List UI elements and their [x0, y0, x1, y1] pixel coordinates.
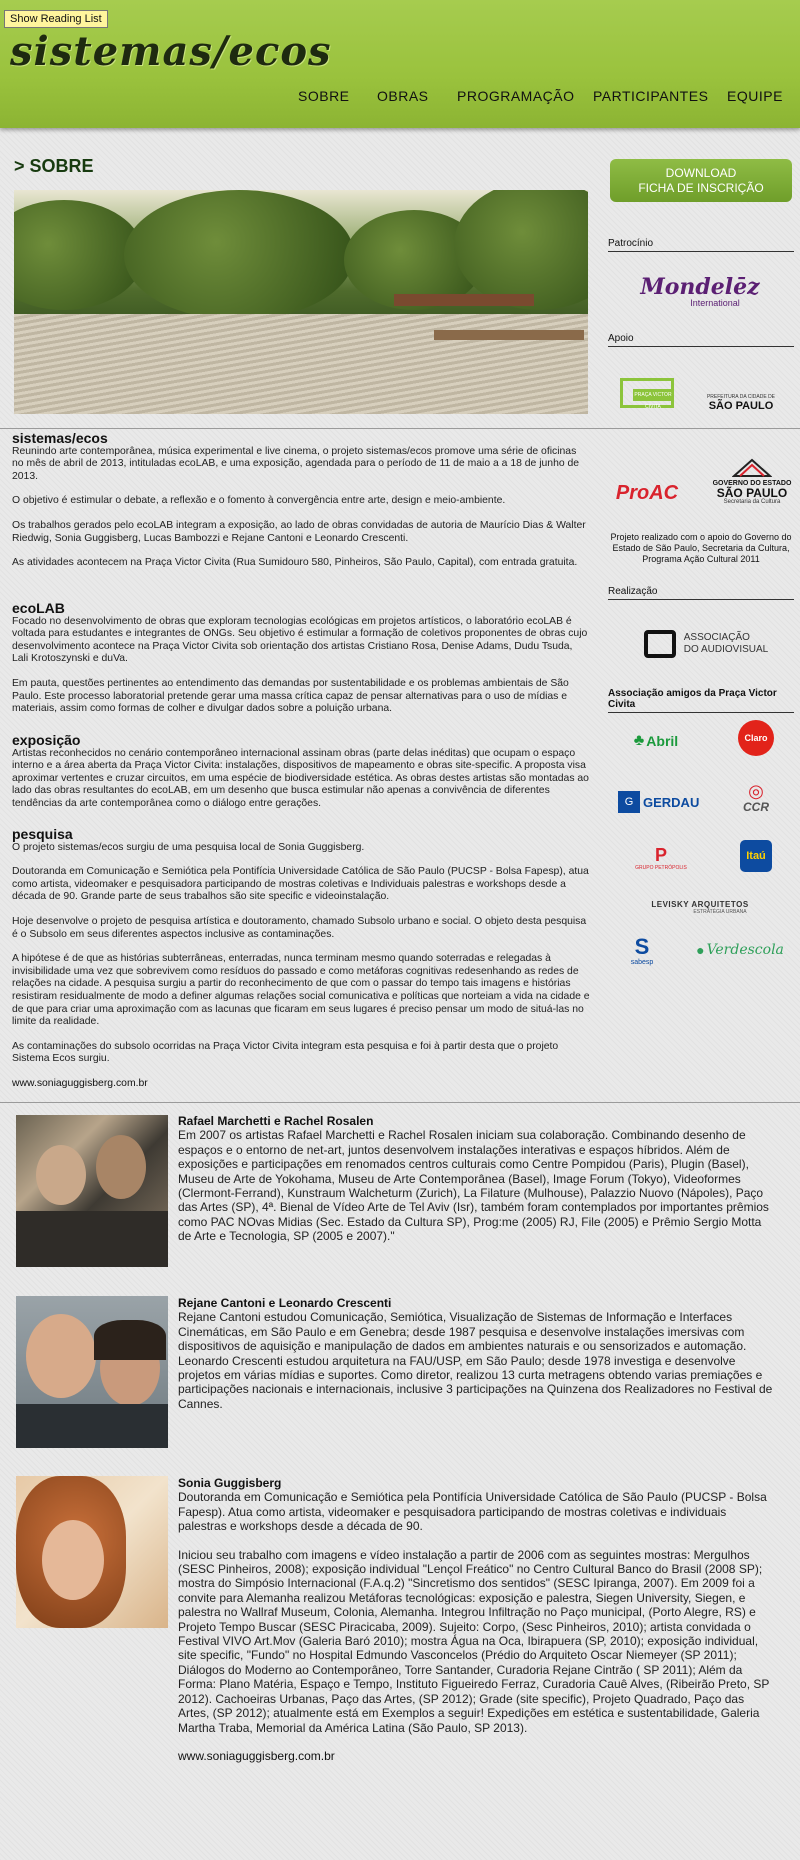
site-header	[0, 0, 800, 128]
verdescola-logo[interactable]: ● Verdescola	[696, 942, 784, 958]
download-form-button[interactable]: DOWNLOAD FICHA DE INSCRIÇÃO	[610, 159, 792, 202]
governo-sp-emblem-icon	[732, 458, 772, 480]
bio-name: Rejane Cantoni e Leonardo Crescenti	[178, 1296, 392, 1310]
associacao-audiovisual-logo[interactable]: ASSOCIAÇÃO DO AUDIOVISUAL	[636, 626, 776, 662]
main-nav	[0, 88, 800, 108]
bio-cantoni-crescenti	[178, 1296, 778, 1425]
apoio-label: Apoio	[608, 333, 794, 347]
nav-participantes[interactable]: PARTICIPANTES	[593, 88, 709, 104]
bio-text: Iniciou seu trabalho com imagens e vídeo instalação a partir de 2006 com as seguintes mostras: Mergulhos (SESC Pinheiros, 2008); exposição individual "Lençol Freático" no Centro Cultural Banco do Brasil (2008 SP); mostra do Simpósio Internacional (F.A.q.2) "Sincretismo dos sentidos" (SESC Ipiranga, 2007). Em 2009 foi a convite para Alemanha realizou Metáforas tecnológicas: exposição e palestra, Siegen University, Siegen, e palestra no Wallraf Museum, Colonia, Alemanha. Integrou Infiltração no Paço municipal, (Porto Alegre, RS) e Projeto Tempo Buscar (SESC Piracicaba, 2009). Sujeito: Corpo, (Sesc Pinheiros, 2010); artista convidada o Festival VIVO Art.Mov (Galeria Baró 2010); mostra Água na Oca, Ibirapuera (SP, 2010); exposição individual, site specific, "Fundo" no Hospital Edmundo Vasconcelos (Prédio do Arquiteto Oscar Niemeyer (SP 2011); Diálogos do Moderno ao Contemporâneo, Torre Santander, Curadoria Rejane Cintrão ( SP 2011); Além da Forma: Plano Matéria, Espaço e Tempo, Instituto Figueiredo Ferraz, Curadoria Cauê Alves, (Ribeirão Preto, SP 2012). Cachoeiras Urbanas, Paço das Artes, (SP 2012); Grade (site specific), Projeto Quadrado, Paço das Artes, (SP 2012); atualmente está em Exemplos a seguir! Expedições em estética e sustentabilidade, Galeria Martha Traba, Memorial da América Latina (São Paulo, SP 2013).	[178, 1547, 770, 1735]
hero-photo-praca	[14, 190, 588, 414]
paragraph: Focado no desenvolvimento de obras que exploram tecnologias ecológicas em projetos artísticos, o laboratório ecoLAB é voltada para estudantes e integrantes de ONGs. Seu objetivo é estimular a formação de coletivos proponentes de obras cujo desenvolvimento acontece na Praça Victor Civita sob orientação dos artistas Cristiano Rosa, Denise Adams, Dudu Tsuda, Lali Krotoszynski e duVa.	[12, 615, 588, 665]
abril-logo[interactable]: ♣ Abril	[633, 732, 679, 749]
prefeitura-sp-logo[interactable]: PREFEITURA DA CIDADE DE SÃO PAULO	[706, 394, 776, 412]
claro-logo[interactable]: Claro	[738, 720, 774, 756]
sabesp-logo[interactable]: S sabesp	[630, 933, 654, 966]
governo-sp-logo[interactable]: GOVERNO DO ESTADO SÃO PAULO Secretaria da Cultura	[710, 452, 794, 510]
site-logo[interactable]: sistemas/ecos	[10, 28, 332, 75]
bio-text: Em 2007 os artistas Rafael Marchetti e Rachel Rosalen iniciam sua colaboração. Combinando desenho de espaços e o entorno de net-art, juntos desenvolvem instalações interativas e espaços híbridos. Além de exposições e participações em renomados centros culturais como Centre Pompidou (Paris), Plugin (Basel), Museu de Arte de Yokohama, Museu de Arte Contemporânea (Basel), Image Forum (Tokyo), Videoformes (Clermont-Ferrand), Kunstraum Walcheturm (Zurich), La Filature (Mulhouse), Palazzio Nuovo (Nápoles), Paço das Artes (SP), 4ª. Bienal de Vídeo Arte de Tel Aviv (Isr), também foram contemplados por importantes prêmios como PAC NOvas Midias (Sec. Estado da Cultura SP), Prog:me (2005) RJ, File (2005) e Prêmio Sergio Motta de Arte e Tecnologia, SP (2005 e 2007)."	[178, 1128, 769, 1244]
paragraph: Em pauta, questões pertinentes ao entendimento das demandas por sustentabilidade e os problemas ambientais de São Paulo. Este processo laboratorial pretende gerar uma massa crítica capaz de pensar alternativas para o uso de mídias e materiais, assim como formas de colher e divulgar dados sobre a poluição urbana.	[12, 677, 569, 715]
paragraph: As contaminações do subsolo ocorridas na Praça Victor Civita integram esta pesquisa e foi à partir desta que o projeto Sistema Ecos surgiu.	[12, 1040, 559, 1065]
divider	[0, 428, 800, 429]
bio-name: Rafael Marchetti e Rachel Rosalen	[178, 1114, 374, 1128]
praca-victor-civita-logo[interactable]: PRAÇA VICTOR CIVITA	[620, 370, 680, 416]
nav-obras[interactable]: OBRAS	[377, 88, 429, 104]
paragraph: Artistas reconhecidos no cenário contemporâneo internacional assinam obras (parte delas inéditas) que ocupam o espaço interno e a área aberta da Praça Victor Civita: instalações, dispositivos de mapeamento e obras site-specific. A proposta visa aproximar vertentes e cruzar circuitos, em uma espécie de biodiversidade estética. As obras destes artistas são montadas ao lado das obras resultantes do ecoLAB, em um desenho que busca estimular não apenas a convivência de diferentes tendências da arte contemporânea como o diálogo entre gerações.	[12, 747, 589, 809]
paragraph: As atividades acontecem na Praça Victor Civita (Rua Sumidouro 580, Pinheiros, São Paulo, Capital), com entrada gratuita.	[12, 557, 578, 569]
article-sistemas-ecos	[12, 432, 590, 582]
page-title: > SOBRE	[14, 156, 94, 176]
article-exposicao	[12, 734, 590, 823]
paragraph: Os trabalhos gerados pelo ecoLAB integram a exposição, ao lado de obras convidadas de autoria de Maurício Dias & Walter Riedwig, Sonia Guggisberg, Lucas Bambozzi e Rejane Cantoni e Leonardo Crescenti.	[12, 519, 586, 544]
itau-logo[interactable]: Itaú	[740, 840, 772, 872]
bio-marchetti-rosalen	[178, 1114, 778, 1258]
article-pesquisa	[12, 828, 590, 1103]
ccr-swirl-icon: ◎	[748, 781, 764, 801]
heading-sistemas-ecos: sistemas/ecos	[12, 430, 108, 446]
abril-tree-icon: ♣	[633, 732, 645, 749]
heading-exposicao: exposição	[12, 732, 81, 748]
gerdau-logo[interactable]: G GERDAU	[618, 790, 702, 814]
bio-sonia-guggisberg	[178, 1476, 778, 1777]
verdescola-globe-icon: ●	[696, 942, 705, 958]
photo-sonia-guggisberg	[16, 1476, 168, 1628]
bio-text: Doutoranda em Comunicação e Semiótica pela Pontifícia Universidade Católica de São Paulo (PUCSP - Bolsa Fapesp). Atua como artista, videomaker e pesquisadora participando de mostras coletivas e individuais palestras e workshops desde a década de 90.	[178, 1490, 767, 1534]
article-ecolab	[12, 602, 590, 728]
sonia-website-link[interactable]: www.soniaguggisberg.com.br	[12, 1077, 148, 1089]
levisky-arquitetos-logo[interactable]: LEVISKY ARQUITETOS ESTRATÉGIA URBANA	[651, 899, 749, 915]
grupo-petropolis-logo[interactable]: P GRUPO PETRÓPOLIS	[635, 845, 687, 871]
amigos-praca-label: Associação amigos da Praça Victor Civita	[608, 688, 794, 713]
paragraph: A hipótese é de que as histórias subterrâneas, enterradas, nunca terminam mesmo quando soterradas e relegadas à invisibilidade uma vez que sobrevivem como resíduos do passado e como metáforas cognitivas redesenhando as redes de relações na cidade. A pesquisa surgiu a partir do reconhecimento de que com o passar do tempo tais imagens e histórias resistiram residualmente de modo a definer algumas relações social comunicativa e políticas que norteiam a vida na cidade e de que para criar uma aproximação com as lacunas que ficaram em seus lugares é preciso pensar um modo de situá-las no limite da realidade.	[12, 953, 590, 1028]
paragraph: Doutoranda em Comunicação e Semiótica pela Pontifícia Universidade Católica de São Paulo (PUCSP - Bolsa Fapesp), atua como artista, videomaker e pesquisadora participando de mostras coletivas e Individuais palestras e workshops desde a década de 90. Grande parte de seus trabalhos são site specific e videoinstalação.	[12, 866, 589, 903]
realizacao-label: Realização	[608, 586, 794, 600]
bio-text: Rejane Cantoni estudou Comunicação, Semiótica, Visualização de Sistemas de Informação e Interfaces Cinemáticas, em São Paulo e em Genebra; desde 1987 pesquisa e desenvolve instalações imersivas com dispositivos de aquisição e manipulação de dados em ambientes naturais e ou sensorizados e automação. Leonardo Crescenti estudou arquitetura na FAU/USP, em São Paulo; desde 1978 investiga e desenvolve projetos em várias mídias e suportes. Como diretor, realizou 13 curta metragens obtendo varias premiações e participações nacionais e internacionais, inclusive 3 participações na Quinzena dos Realizadores no Festival de Cannes.	[178, 1310, 773, 1411]
paragraph: Reunindo arte contemporânea, música experimental e live cinema, o projeto sistemas/ecos promove uma série de oficinas no mês de abril de 2013, intituladas ecoLAB, e uma exposição, agendada para o período de 11 de maio a a 18 de junho de 2013.	[12, 445, 580, 482]
sp-support-note: Projeto realizado com o apoio do Governo do Estado de São Paulo, Secretaria da Cultura, Programa Ação Cultural 2011	[610, 532, 792, 564]
audiovisual-frame-icon	[644, 630, 676, 658]
sabesp-s-icon: S	[634, 933, 650, 959]
sonia-website-link[interactable]: www.soniaguggisberg.com.br	[178, 1748, 335, 1763]
paragraph: O projeto sistemas/ecos surgiu de uma pesquisa local de Sonia Guggisberg.	[12, 841, 365, 853]
nav-equipe[interactable]: EQUIPE	[727, 88, 783, 104]
nav-sobre[interactable]: SOBRE	[298, 88, 350, 104]
photo-marchetti-rosalen	[16, 1115, 168, 1267]
gerdau-g-icon: G	[618, 791, 640, 813]
patrocinio-label: Patrocínio	[608, 238, 794, 252]
paragraph: O objetivo é estimular o debate, a reflexão e o fomento à convergência entre arte, design e meio-ambiente.	[12, 495, 506, 507]
proac-logo[interactable]: ProAC	[615, 481, 679, 504]
heading-ecolab: ecoLAB	[12, 600, 65, 616]
paragraph: Hoje desenvolve o projeto de pesquisa artística e doutoramento, chamado Subsolo urbano e social. O objeto desta pesquisa é o Subsolo em seus diferentes aspectos inclusive as contaminações.	[12, 915, 587, 940]
petropolis-p-icon: P	[654, 845, 667, 865]
ccr-logo[interactable]: ◎ CCR	[743, 781, 769, 814]
divider	[0, 1102, 800, 1103]
show-reading-list-button[interactable]: Show Reading List	[4, 10, 108, 28]
photo-cantoni-crescenti	[16, 1296, 168, 1448]
bio-name: Sonia Guggisberg	[178, 1476, 282, 1490]
mondelez-logo[interactable]: Mondelēz International	[640, 274, 760, 308]
nav-programacao[interactable]: PROGRAMAÇÃO	[457, 88, 575, 104]
heading-pesquisa: pesquisa	[12, 826, 73, 842]
